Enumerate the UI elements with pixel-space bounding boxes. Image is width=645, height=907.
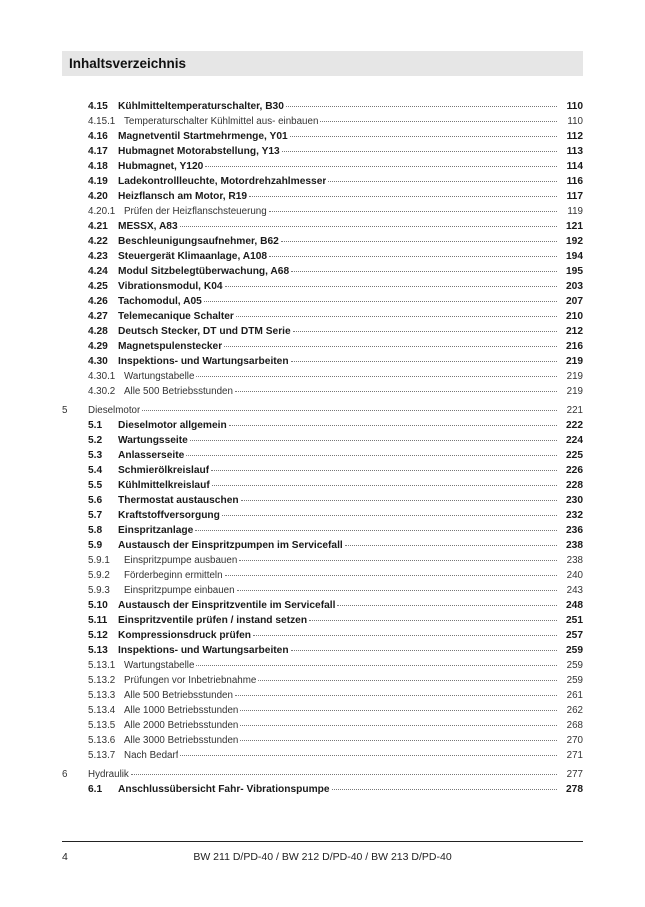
toc-entry-page: 113: [566, 146, 583, 157]
toc-entry-page: 224: [566, 435, 583, 446]
dot-leader: [291, 271, 557, 272]
toc-entry-page: 216: [566, 341, 583, 352]
toc-entry-title: Hubmagnet Motorabstellung, Y13: [118, 146, 280, 157]
page-title: Inhaltsverzeichnis: [69, 56, 187, 71]
toc-entry-title: Thermostat austauschen: [118, 495, 239, 506]
dot-leader: [229, 425, 557, 426]
toc-entry-title: Modul Sitzbelegtüberwachung, A68: [118, 266, 290, 277]
toc-entry-number: 5.11: [88, 615, 108, 626]
toc-entry-title: Magnetventil Startmehrmenge, Y01: [118, 131, 288, 142]
toc-entry-page: 222: [566, 420, 583, 431]
toc-entry-title: Anschlussübersicht Fahr- Vibrationspumpe: [118, 784, 330, 795]
toc-entry-title: Hubmagnet, Y120: [118, 161, 204, 172]
toc-entry-number: 5.9: [88, 540, 103, 551]
toc-entry-number: 4.26: [88, 296, 108, 307]
toc-entry-page: 262: [566, 705, 583, 716]
toc-entry-title: Dieselmotor allgemein: [118, 420, 227, 431]
toc-entry-title: Kühlmitteltemperaturschalter, B30: [118, 101, 284, 112]
toc-entry-title: Austausch der Einspritzventile im Servicefall: [118, 600, 336, 611]
dot-leader: [204, 301, 557, 302]
toc-entry[interactable]: [62, 279, 583, 294]
toc-entry-title: Schmierölkreislauf: [118, 465, 210, 476]
toc-entry-number: 4.20.1: [88, 206, 116, 217]
toc-entry-page: 225: [566, 450, 583, 461]
toc-entry-title: Alle 500 Betriebsstunden: [124, 690, 233, 701]
toc-entry[interactable]: [62, 324, 583, 339]
toc-entry-title: Inspektions- und Wartungsarbeiten: [118, 645, 289, 656]
toc-entry-page: 226: [566, 465, 583, 476]
toc-entry-number: 4.18: [88, 161, 108, 172]
toc-entry[interactable]: [62, 204, 583, 219]
toc-entry-title: Alle 500 Betriebsstunden: [124, 386, 233, 397]
toc-entry[interactable]: [62, 354, 583, 369]
toc-entry-number: 4.30.2: [88, 386, 116, 397]
toc-entry-page: 259: [566, 675, 583, 686]
toc-entry-number: 5.12: [88, 630, 108, 641]
dot-leader: [332, 789, 557, 790]
toc-entry-number: 5.9.2: [88, 570, 110, 581]
toc-entry-page: 112: [566, 131, 583, 142]
toc-entry-number: 4.21: [88, 221, 108, 232]
dot-leader: [211, 470, 557, 471]
toc-entry-title: Einspritzventile prüfen / instand setzen: [118, 615, 308, 626]
toc-entry-number: 5.1: [88, 420, 103, 431]
toc-entry-number: 5.4: [88, 465, 103, 476]
dot-leader: [225, 286, 557, 287]
toc-entry-page: 210: [566, 311, 583, 322]
toc-entry[interactable]: [62, 448, 583, 463]
toc-entry[interactable]: [62, 433, 583, 448]
toc-entry-page: 257: [566, 630, 583, 641]
toc-entry-title: Hydraulik: [88, 769, 129, 780]
toc-entry-number: 4.15.1: [88, 116, 116, 127]
dot-leader: [224, 346, 557, 347]
toc-entry-title: Steuergerät Klimaanlage, A108: [118, 251, 268, 262]
toc-entry-number: 4.28: [88, 326, 108, 337]
dot-leader: [345, 545, 557, 546]
toc-entry[interactable]: [62, 99, 583, 114]
toc-entry[interactable]: [62, 129, 583, 144]
dot-leader: [241, 500, 557, 501]
toc-entry[interactable]: [62, 688, 583, 703]
toc-entry[interactable]: [62, 369, 583, 384]
toc-entry-number: 5: [62, 405, 68, 416]
dot-leader: [249, 196, 557, 197]
toc-entry-title: Beschleunigungsaufnehmer, B62: [118, 236, 279, 247]
toc-entry-number: 4.17: [88, 146, 108, 157]
toc-entry-number: 5.8: [88, 525, 103, 536]
toc-entry-page: 259: [566, 645, 583, 656]
toc-entry[interactable]: [62, 628, 583, 643]
toc-entry-title: Prüfen der Heizflanschsteuerung: [124, 206, 267, 217]
dot-leader: [258, 680, 557, 681]
toc-entry[interactable]: [62, 767, 583, 782]
dot-leader: [269, 256, 557, 257]
toc-entry-title: Deutsch Stecker, DT und DTM Serie: [118, 326, 291, 337]
toc-entry[interactable]: [62, 309, 583, 324]
toc-entry-number: 5.13.6: [88, 735, 116, 746]
section-header: [62, 51, 583, 76]
toc-entry-number: 4.20: [88, 191, 108, 202]
toc-entry-page: 277: [566, 769, 583, 780]
toc-entry[interactable]: [62, 568, 583, 583]
toc-entry[interactable]: [62, 703, 583, 718]
dot-leader: [286, 106, 557, 107]
dot-leader: [195, 530, 557, 531]
toc-entry-page: 207: [566, 296, 583, 307]
toc-entry-number: 5.13.5: [88, 720, 116, 731]
toc-entry-page: 116: [566, 176, 583, 187]
toc-entry-page: 192: [566, 236, 583, 247]
toc-entry-page: 110: [567, 116, 583, 127]
toc-entry-number: 4.29: [88, 341, 108, 352]
toc-entry-page: 194: [566, 251, 583, 262]
toc-entry[interactable]: [62, 384, 583, 399]
toc-entry-page: 238: [566, 555, 583, 566]
dot-leader: [196, 665, 557, 666]
dot-leader: [320, 121, 557, 122]
toc-entry[interactable]: [62, 403, 583, 418]
toc-entry-page: 259: [566, 660, 583, 671]
toc-entry-page: 219: [566, 371, 583, 382]
toc-entry[interactable]: [62, 219, 583, 234]
toc-entry[interactable]: [62, 418, 583, 433]
dot-leader: [291, 650, 557, 651]
toc-entry-title: Alle 1000 Betriebsstunden: [124, 705, 239, 716]
toc-entry-title: Einspritzpumpe ausbauen: [124, 555, 238, 566]
toc-entry-number: 4.27: [88, 311, 108, 322]
dot-leader: [131, 774, 557, 775]
toc-entry-page: 212: [566, 326, 583, 337]
dot-leader: [235, 695, 557, 696]
toc-entry[interactable]: [62, 782, 583, 797]
dot-leader: [337, 605, 557, 606]
dot-leader: [328, 181, 557, 182]
toc-entry-page: 219: [566, 356, 583, 367]
toc-entry[interactable]: [62, 598, 583, 613]
toc-entry[interactable]: [62, 613, 583, 628]
toc-entry-page: 221: [566, 405, 583, 416]
toc-entry-page: 261: [566, 690, 583, 701]
toc-entry[interactable]: [62, 733, 583, 748]
toc-entry-page: 110: [566, 101, 583, 112]
toc-entry[interactable]: [62, 174, 583, 189]
toc-entry-page: 195: [566, 266, 583, 277]
dot-leader: [180, 755, 557, 756]
toc-entry-number: 5.3: [88, 450, 103, 461]
toc-entry-page: 251: [566, 615, 583, 626]
dot-leader: [240, 710, 557, 711]
dot-leader: [186, 455, 557, 456]
toc-entry-number: 4.19: [88, 176, 108, 187]
toc-entry-number: 4.30: [88, 356, 108, 367]
toc-entry-page: 117: [566, 191, 583, 202]
toc-entry-page: 240: [566, 570, 583, 581]
toc-entry-page: 238: [566, 540, 583, 551]
toc-entry-page: 270: [566, 735, 583, 746]
toc-entry-title: Kompressionsdruck prüfen: [118, 630, 252, 641]
toc-entry-number: 5.6: [88, 495, 103, 506]
dot-leader: [235, 391, 557, 392]
toc-entry-number: 6: [62, 769, 68, 780]
toc-entry[interactable]: [62, 553, 583, 568]
toc-entry-number: 4.22: [88, 236, 108, 247]
dot-leader: [236, 316, 557, 317]
toc-entry[interactable]: [62, 159, 583, 174]
dot-leader: [142, 410, 557, 411]
toc-entry-title: Austausch der Einspritzpumpen im Servicefall: [118, 540, 343, 551]
toc-entry-number: 5.13.7: [88, 750, 116, 761]
toc-entry-title: Wartungsseite: [118, 435, 188, 446]
dot-leader: [281, 241, 557, 242]
toc-entry-page: 121: [566, 221, 583, 232]
toc-entry[interactable]: [62, 523, 583, 538]
toc-entry-number: 4.16: [88, 131, 108, 142]
dot-leader: [269, 211, 557, 212]
toc-entry-number: 5.13.4: [88, 705, 116, 716]
toc-entry[interactable]: [62, 144, 583, 159]
toc-entry-title: Alle 2000 Betriebsstunden: [124, 720, 239, 731]
toc-entry[interactable]: [62, 339, 583, 354]
toc-entry-title: Magnetspulenstecker: [118, 341, 223, 352]
toc-entry[interactable]: [62, 748, 583, 763]
toc-entry-page: 219: [566, 386, 583, 397]
toc-entry-number: 5.13: [88, 645, 108, 656]
dot-leader: [205, 166, 557, 167]
toc-entry-number: 5.2: [88, 435, 103, 446]
toc-entry-number: 5.13.2: [88, 675, 116, 686]
dot-leader: [282, 151, 557, 152]
toc-entry-page: 119: [567, 206, 583, 217]
toc-entry-page: 278: [566, 784, 583, 795]
toc-entry[interactable]: [62, 583, 583, 598]
toc-entry-title: MESSX, A83: [118, 221, 178, 232]
footer-page-number: 4: [62, 851, 68, 863]
toc-entry-number: 4.15: [88, 101, 108, 112]
toc-entry-page: 271: [566, 750, 583, 761]
toc-entry-number: 5.9.3: [88, 585, 110, 596]
toc-entry-title: Anlasserseite: [118, 450, 185, 461]
dot-leader: [293, 331, 557, 332]
toc-entry-title: Alle 3000 Betriebsstunden: [124, 735, 239, 746]
toc-entry-title: Nach Bedarf: [124, 750, 179, 761]
toc-entry-title: Wartungstabelle: [124, 660, 195, 671]
toc-entry-page: 268: [566, 720, 583, 731]
toc-entry-title: Dieselmotor: [88, 405, 141, 416]
toc-entry-number: 5.9.1: [88, 555, 110, 566]
toc-entry[interactable]: [62, 538, 583, 553]
toc-entry[interactable]: [62, 264, 583, 279]
dot-leader: [239, 560, 557, 561]
toc-entry[interactable]: [62, 463, 583, 478]
toc-entry-number: 4.24: [88, 266, 108, 277]
dot-leader: [240, 740, 557, 741]
footer-divider: [62, 841, 583, 842]
toc-entry-title: Kraftstoffversorgung: [118, 510, 220, 521]
toc-entry-number: 6.1: [88, 784, 103, 795]
footer-doc-title: BW 211 D/PD-40 / BW 212 D/PD-40 / BW 213 D/PD-40: [193, 851, 452, 863]
dot-leader: [291, 361, 557, 362]
toc-entry-page: 114: [566, 161, 583, 172]
toc-entry-title: Einspritzpumpe einbauen: [124, 585, 235, 596]
toc-entry-number: 5.13.3: [88, 690, 116, 701]
toc-entry-page: 228: [566, 480, 583, 491]
dot-leader: [222, 515, 557, 516]
toc-entry-title: Inspektions- und Wartungsarbeiten: [118, 356, 289, 367]
toc-entry-page: 232: [566, 510, 583, 521]
toc-entry-title: Förderbeginn ermitteln: [124, 570, 223, 581]
toc-entry[interactable]: [62, 658, 583, 673]
toc-entry-title: Tachomodul, A05: [118, 296, 202, 307]
toc-entry[interactable]: [62, 294, 583, 309]
dot-leader: [253, 635, 557, 636]
toc-entry[interactable]: [62, 189, 583, 204]
toc-entry-number: 4.30.1: [88, 371, 116, 382]
dot-leader: [309, 620, 557, 621]
toc-entry[interactable]: [62, 673, 583, 688]
toc-entry-number: 5.10: [88, 600, 108, 611]
toc-entry-title: Ladekontrollleuchte, Motordrehzahlmesser: [118, 176, 327, 187]
toc-entry[interactable]: [62, 478, 583, 493]
toc-entry[interactable]: [62, 718, 583, 733]
toc-entry-number: 4.23: [88, 251, 108, 262]
toc-entry-number: 5.7: [88, 510, 103, 521]
toc-entry[interactable]: [62, 643, 583, 658]
dot-leader: [212, 485, 557, 486]
toc-entry-title: Kühlmittelkreislauf: [118, 480, 210, 491]
dot-leader: [180, 226, 557, 227]
toc-entry[interactable]: [62, 493, 583, 508]
dot-leader: [290, 136, 557, 137]
table-of-contents: [62, 99, 583, 797]
dot-leader: [240, 725, 557, 726]
toc-entry-page: 203: [566, 281, 583, 292]
toc-entry[interactable]: [62, 249, 583, 264]
toc-entry[interactable]: [62, 114, 583, 129]
toc-entry-title: Prüfungen vor Inbetriebnahme: [124, 675, 257, 686]
toc-entry-title: Vibrationsmodul, K04: [118, 281, 223, 292]
toc-entry-title: Telemecanique Schalter: [118, 311, 234, 322]
toc-entry-page: 243: [566, 585, 583, 596]
toc-entry-page: 230: [566, 495, 583, 506]
toc-entry-number: 5.13.1: [88, 660, 116, 671]
dot-leader: [196, 376, 557, 377]
dot-leader: [190, 440, 557, 441]
toc-entry-page: 236: [566, 525, 583, 536]
toc-entry-number: 4.25: [88, 281, 108, 292]
toc-entry-title: Heizflansch am Motor, R19: [118, 191, 248, 202]
dot-leader: [237, 590, 557, 591]
toc-entry[interactable]: [62, 234, 583, 249]
toc-entry-page: 248: [566, 600, 583, 611]
dot-leader: [225, 575, 557, 576]
toc-entry[interactable]: [62, 508, 583, 523]
toc-entry-number: 5.5: [88, 480, 103, 491]
toc-entry-title: Einspritzanlage: [118, 525, 194, 536]
toc-entry-title: Wartungstabelle: [124, 371, 195, 382]
toc-entry-title: Temperaturschalter Kühlmittel aus- einbauen: [124, 116, 319, 127]
